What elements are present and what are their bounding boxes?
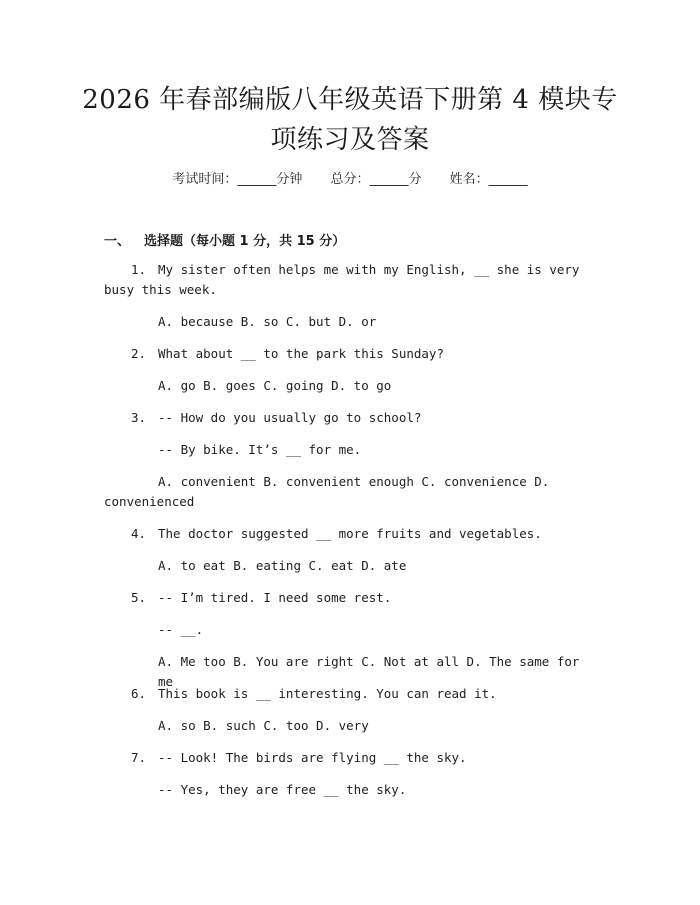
exam-info xyxy=(0,168,700,187)
question-number: 2. xyxy=(131,346,147,361)
question-number: 7. xyxy=(131,750,147,765)
question-options: A. to eat B. eating C. eat D. ate xyxy=(158,558,407,573)
question-options: A. Me too B. You are right C. Not at all D. The same for me xyxy=(158,654,587,689)
section-number: 一、 xyxy=(104,234,131,249)
question-number: 5. xyxy=(131,590,147,605)
question-text: -- Look! The birds are flying __ the sky. xyxy=(158,750,467,765)
question-text: My sister often helps me with my English, __ she is very busy this week. xyxy=(104,262,587,297)
question-dialogue-line: -- Yes, they are free __ the sky. xyxy=(158,782,407,797)
exam-name-field: 姓名：______ xyxy=(449,172,528,187)
question-text: What about __ to the park this Sunday? xyxy=(158,346,444,361)
question-number: 4. xyxy=(131,526,147,541)
question-number: 3. xyxy=(131,410,147,425)
question-text: The doctor suggested __ more fruits and vegetables. xyxy=(158,526,542,541)
exam-time-field: 考试时间：______分钟 xyxy=(172,172,303,187)
question-text: This book is __ interesting. You can read it. xyxy=(158,686,497,701)
question-options: A. because B. so C. but D. or xyxy=(158,314,377,329)
question-dialogue-line: -- __. xyxy=(158,622,204,637)
page-title: 2026 年春部编版八年级英语下册第 4 模块专项练习及答案 xyxy=(82,85,618,155)
question-options: A. go B. goes C. going D. to go xyxy=(158,378,392,393)
question-text: -- I’m tired. I need some rest. xyxy=(158,590,392,605)
question-options: A. so B. such C. too D. very xyxy=(158,718,369,733)
question-dialogue-line: -- By bike. It’s __ for me. xyxy=(158,442,362,457)
question-options: A. convenient B. convenient enough C. convenience D. convenienced xyxy=(104,474,557,509)
question-number: 1. xyxy=(131,262,147,277)
question-text: -- How do you usually go to school? xyxy=(158,410,422,425)
section-heading xyxy=(104,230,345,249)
question-number: 6. xyxy=(131,686,147,701)
exam-score-field: 总分：______分 xyxy=(330,172,422,187)
section-title: 选择题（每小题 1 分，共 15 分） xyxy=(144,234,346,249)
